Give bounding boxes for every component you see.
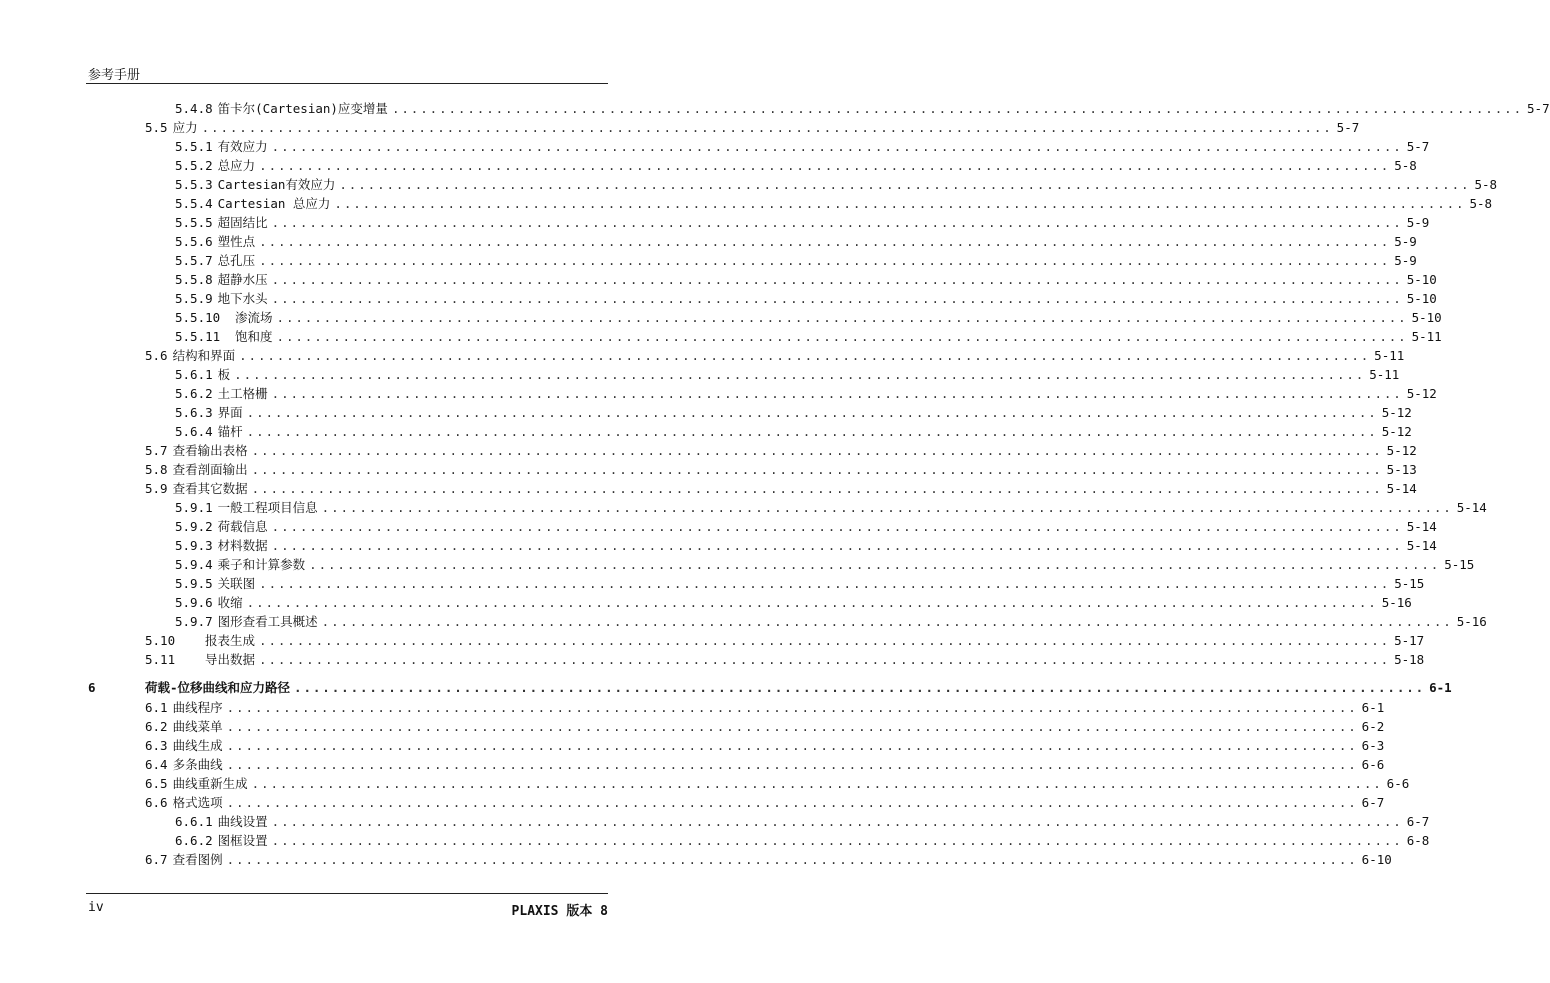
toc-entry-number: 5.9.5	[175, 576, 213, 591]
toc-entry[interactable]	[145, 736, 1385, 755]
toc-leader-dots: ........................................................................................................................	[321, 614, 1453, 629]
toc-entry-page: 5-11	[1369, 367, 1400, 382]
toc-entry[interactable]	[145, 346, 1405, 365]
toc-entry-number: 6.1	[145, 700, 168, 715]
toc-entry[interactable]	[145, 698, 1385, 717]
toc-entry-page: 5-11	[1411, 329, 1442, 344]
toc-entry-title: 收缩	[217, 595, 243, 610]
toc-entry[interactable]	[175, 555, 1475, 574]
toc-entry-number: 5.9.7	[175, 614, 213, 629]
toc-entry-number: 6.2	[145, 719, 168, 734]
toc-entry[interactable]	[175, 327, 1442, 346]
toc-leader-dots: ........................................................................................................................	[271, 215, 1403, 230]
toc-leader-dots: ........................................................................................................................	[226, 719, 1358, 734]
toc-entry-page: 6-7	[1406, 814, 1430, 829]
toc-leader-dots: ........................................................................................................................	[259, 158, 1391, 173]
toc-entry-title: 材料数据	[217, 538, 268, 553]
toc-entry-number: 5.5.7	[175, 253, 213, 268]
toc-entry-title: 总应力	[217, 158, 256, 173]
toc-entry-title: 总孔压	[217, 253, 256, 268]
toc-entry-title: 格式选项	[172, 795, 223, 810]
toc-entry-number: 5.11	[145, 652, 176, 667]
toc-leader-dots: ........................................................................................................................	[339, 177, 1471, 192]
toc-leader-dots: ........................................................................................................................	[246, 595, 1378, 610]
toc-leader-dots: ........................................................................................................................	[234, 367, 1366, 382]
toc-entry-title: 查看其它数据	[172, 481, 248, 496]
toc-entry-number: 5.6.1	[175, 367, 213, 382]
toc-entry-number: 5.9.2	[175, 519, 213, 534]
toc-entry-page: 5-14	[1386, 481, 1417, 496]
toc-leader-dots: ........................................................................................................................	[259, 633, 1391, 648]
product-version: PLAXIS 版本 8	[511, 904, 608, 919]
toc-entry-page: 5-12	[1381, 424, 1412, 439]
toc-entry[interactable]	[175, 812, 1430, 831]
toc-entry-page: 5-9	[1394, 253, 1417, 268]
toc-entry-number: 5.6	[145, 348, 168, 363]
toc-entry-title: 结构和界面	[172, 348, 236, 363]
toc-entry[interactable]	[145, 631, 1425, 650]
toc-entry[interactable]	[145, 755, 1385, 774]
toc-entry-title: 锚杆	[217, 424, 243, 439]
toc-entry[interactable]	[175, 498, 1487, 517]
toc-leader-dots: ........................................................................................................................	[251, 462, 1383, 477]
footer-rule	[86, 893, 608, 894]
toc-entry-page: 5-10	[1406, 291, 1437, 306]
toc-entry-title: 乘子和计算参数	[217, 557, 306, 572]
toc-entry-page: 5-18	[1394, 652, 1425, 667]
toc-entry-number: 5.9.6	[175, 595, 213, 610]
toc-entry-number: 5.8	[145, 462, 168, 477]
toc-entry[interactable]	[145, 479, 1417, 498]
toc-entry-number: 5.6.4	[175, 424, 213, 439]
toc-entry-page: 5-8	[1474, 177, 1498, 192]
toc-entry[interactable]	[145, 774, 1410, 793]
toc-entry-title: Cartesian 总应力	[217, 196, 331, 211]
toc-leader-dots: ........................................................................................................................	[276, 329, 1408, 344]
toc-entry-number: 6.6.2	[175, 833, 213, 848]
toc-entry[interactable]	[175, 403, 1412, 422]
toc-entry[interactable]	[175, 536, 1437, 555]
toc-entry-title: 地下水头	[217, 291, 268, 306]
toc-entry-page: 6-7	[1361, 795, 1385, 810]
toc-entry-title: 曲线菜单	[172, 719, 223, 734]
toc-entry-title: 查看图例	[172, 852, 223, 867]
toc-entry-number: 6.4	[145, 757, 168, 772]
toc-entry[interactable]	[175, 289, 1437, 308]
toc-leader-dots: ........................................................................................................................	[251, 481, 1383, 496]
toc-entry-title: 渗流场	[235, 310, 273, 325]
toc-entry-number: 5.6.3	[175, 405, 213, 420]
toc-entry-page: 5-7	[1527, 101, 1550, 116]
toc-entry[interactable]	[145, 460, 1417, 479]
toc-leader-dots: ........................................................................................................................	[226, 852, 1358, 867]
toc-leader-dots: ........................................................................................................................	[271, 519, 1403, 534]
toc-entry-page: 5-8	[1394, 158, 1417, 173]
toc-leader-dots: ........................................................................................................................	[259, 652, 1391, 667]
toc-leader-dots: ........................................................................................................................	[246, 405, 1378, 420]
toc-entry-title: 笛卡尔(Cartesian)应变增量	[217, 101, 388, 116]
toc-entry-number: 5.5	[145, 120, 168, 135]
toc-entry[interactable]	[145, 650, 1425, 669]
toc-entry-page: 5-7	[1336, 120, 1360, 135]
toc-entry-number: 5.5.4	[175, 196, 213, 211]
toc-entry[interactable]	[175, 137, 1430, 156]
toc-leader-dots: ........................................................................................................................	[271, 814, 1403, 829]
toc-entry-number: 5.9.3	[175, 538, 213, 553]
toc-entry-page: 5-17	[1394, 633, 1425, 648]
toc-entry-page: 5-12	[1381, 405, 1412, 420]
toc-entry-title: 有效应力	[217, 139, 268, 154]
toc-entry-number: 5.5.1	[175, 139, 213, 154]
toc-entry[interactable]	[175, 574, 1425, 593]
toc-leader-dots: ........................................................................................................................	[251, 443, 1383, 458]
toc-leader-dots: ........................................................................................................................	[246, 424, 1378, 439]
toc-entry[interactable]	[175, 365, 1400, 384]
toc-entry-page: 5-10	[1411, 310, 1442, 325]
toc-entry-number: 6.6.1	[175, 814, 213, 829]
toc-leader-dots: ........................................................................................................................	[251, 776, 1383, 791]
toc-leader-dots: ........................................................................................................................	[226, 738, 1358, 753]
toc-entry-page: 6-1	[1429, 680, 1452, 695]
toc-entry-number: 6.3	[145, 738, 168, 753]
toc-entry[interactable]	[145, 441, 1417, 460]
toc-entry-page: 5-9	[1394, 234, 1417, 249]
toc-leader-dots: ........................................................................................................................	[271, 272, 1403, 287]
toc-entry[interactable]	[145, 850, 1392, 869]
toc-entry-page: 5-8	[1469, 196, 1493, 211]
toc-entry[interactable]	[175, 232, 1417, 251]
toc-leader-dots: ........................................................................................................................	[271, 291, 1403, 306]
toc-leader-dots: ........................................................................................................................	[321, 500, 1453, 515]
toc-entry-number: 5.4.8	[175, 101, 213, 116]
toc-entry-page: 5-13	[1386, 462, 1417, 477]
toc-entry-title: 饱和度	[235, 329, 273, 344]
toc-entry-number: 6.5	[145, 776, 168, 791]
toc-entry-title: 图形查看工具概述	[217, 614, 318, 629]
toc-entry-title: 曲线程序	[172, 700, 223, 715]
toc-leader-dots: ........................................................................................................................	[271, 139, 1403, 154]
toc-leader-dots: ........................................................................................................................	[271, 538, 1403, 553]
toc-leader-dots: ........................................................................................................................	[271, 833, 1403, 848]
toc-entry-number: 5.6.2	[175, 386, 213, 401]
toc-entry-title: 曲线生成	[172, 738, 223, 753]
toc-entry-page: 6-3	[1361, 738, 1385, 753]
toc-entry[interactable]	[175, 270, 1437, 289]
toc-leader-dots: ........................................................................................................................	[276, 310, 1408, 325]
toc-entry[interactable]	[175, 384, 1437, 403]
toc-entry-number: 5.5.9	[175, 291, 213, 306]
toc-entry-page: 6-2	[1361, 719, 1385, 734]
toc-leader-dots: ........................................................................................................................	[334, 196, 1466, 211]
toc-entry-number: 5.9	[145, 481, 168, 496]
toc-entry-number: 5.5.6	[175, 234, 213, 249]
toc-entry-number: 5.5.11	[175, 329, 221, 344]
toc-leader-dots: ........................................................................................................................	[226, 700, 1358, 715]
toc-entry-number: 5.9.1	[175, 500, 213, 515]
toc-entry-title: 查看剖面输出	[172, 462, 248, 477]
toc-leader-dots: ........................................................................................................................	[259, 576, 1391, 591]
toc-entry[interactable]	[175, 593, 1412, 612]
toc-entry-number: 5.5.2	[175, 158, 213, 173]
toc-entry[interactable]	[175, 99, 1550, 118]
toc-entry-title: 多条曲线	[172, 757, 223, 772]
toc-entry-page: 6-8	[1406, 833, 1430, 848]
toc-entry-page: 5-16	[1456, 614, 1487, 629]
toc-entry-page: 6-10	[1361, 852, 1392, 867]
toc-entry-title: 荷载信息	[217, 519, 268, 534]
toc-entry-title: 导出数据	[205, 652, 256, 667]
toc-entry-page: 5-12	[1386, 443, 1417, 458]
page-number: iv	[88, 900, 104, 915]
toc-leader-dots: ........................................................................................................................	[226, 757, 1358, 772]
toc-chapter-entry[interactable]	[88, 678, 1452, 697]
toc-entry[interactable]	[175, 194, 1493, 213]
toc-entry-page: 5-15	[1394, 576, 1425, 591]
toc-entry-page: 5-16	[1381, 595, 1412, 610]
running-header: 参考手册	[88, 68, 141, 83]
toc-leader-dots: ........................................................................................................................	[239, 348, 1371, 363]
toc-entry-title: 荷载-位移曲线和应力路径	[145, 680, 291, 695]
toc-entry[interactable]	[175, 831, 1430, 850]
toc-entry-page: 5-10	[1406, 272, 1437, 287]
toc-entry-title: 查看输出表格	[172, 443, 248, 458]
toc-entry-title: 曲线设置	[217, 814, 268, 829]
toc-entry-title: 图框设置	[217, 833, 268, 848]
toc-leader-dots: ........................................................................................................................	[391, 101, 1524, 116]
toc-entry-number: 5.7	[145, 443, 168, 458]
toc-entry-title: 关联图	[217, 576, 256, 591]
toc-entry-page: 6-6	[1386, 776, 1410, 791]
toc-entry-title: 塑性点	[217, 234, 256, 249]
toc-entry[interactable]	[175, 156, 1417, 175]
toc-entry-title: 界面	[217, 405, 243, 420]
toc-entry-page: 5-12	[1406, 386, 1437, 401]
toc-entry[interactable]	[175, 175, 1498, 194]
toc-leader-dots: ........................................................................................................................	[259, 234, 1391, 249]
toc-entry-number: 5.5.3	[175, 177, 213, 192]
toc-entry-number: 5.5.10	[175, 310, 221, 325]
toc-entry-page: 6-6	[1361, 757, 1385, 772]
toc-entry-title: 应力	[172, 120, 198, 135]
toc-entry[interactable]	[175, 612, 1487, 631]
toc-entry-number: 6.6	[145, 795, 168, 810]
toc-entry-title: 报表生成	[205, 633, 256, 648]
header-rule	[86, 83, 608, 84]
toc-entry-number: 5.5.8	[175, 272, 213, 287]
toc-leader-dots: ........................................................................................................................	[201, 120, 1333, 135]
toc-entry-title: 板	[217, 367, 231, 382]
toc-entry-page: 5-14	[1456, 500, 1487, 515]
toc-leader-dots: ........................................................................................................................	[226, 795, 1358, 810]
toc-entry-page: 6-1	[1361, 700, 1385, 715]
toc-entry-page: 5-15	[1444, 557, 1475, 572]
toc-entry-number: 5.9.4	[175, 557, 213, 572]
toc-leader-dots: ........................................................................................................................	[309, 557, 1441, 572]
toc-entry[interactable]	[145, 118, 1360, 137]
toc-leader-dots: ........................................................................................................................	[294, 680, 1426, 695]
toc-entry-page: 5-14	[1406, 538, 1437, 553]
toc-entry[interactable]	[145, 717, 1385, 736]
toc-entry-page: 5-9	[1406, 215, 1430, 230]
toc-entry[interactable]	[145, 793, 1385, 812]
toc-entry[interactable]	[175, 422, 1412, 441]
toc-entry[interactable]	[175, 517, 1437, 536]
toc-entry-title: 土工格栅	[217, 386, 268, 401]
toc-entry-title: 曲线重新生成	[172, 776, 248, 791]
toc-entry-title: Cartesian有效应力	[217, 177, 336, 192]
toc-entry[interactable]	[175, 213, 1430, 232]
toc-entry-number: 6.7	[145, 852, 168, 867]
toc-entry-title: 一般工程项目信息	[217, 500, 318, 515]
toc-entry-page: 5-7	[1406, 139, 1430, 154]
toc-entry-page: 5-14	[1406, 519, 1437, 534]
toc-leader-dots: ........................................................................................................................	[271, 386, 1403, 401]
toc-entry-number: 5.10	[145, 633, 176, 648]
toc-entry-number: 5.5.5	[175, 215, 213, 230]
toc-entry-page: 5-11	[1374, 348, 1405, 363]
toc-entry-number: 6	[88, 680, 96, 695]
toc-entry-title: 超固结比	[217, 215, 268, 230]
toc-entry-title: 超静水压	[217, 272, 268, 287]
toc-entry[interactable]	[175, 251, 1417, 270]
toc-entry[interactable]	[175, 308, 1442, 327]
toc-leader-dots: ........................................................................................................................	[259, 253, 1391, 268]
